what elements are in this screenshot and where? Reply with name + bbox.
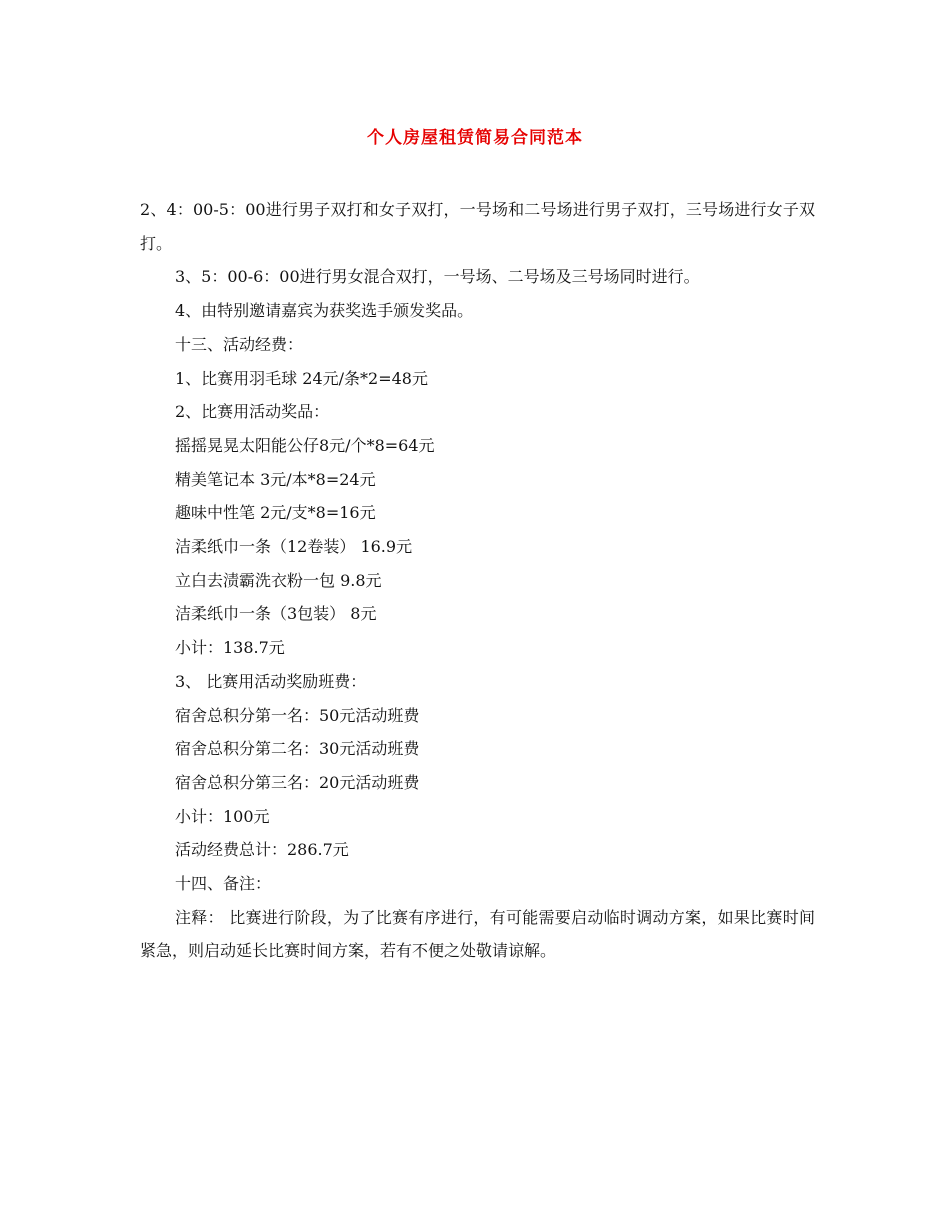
paragraph-schedule-doubles: 2、4：00-5：00进行男子双打和女子双打，一号场和二号场进行男子双打，三号场进行女子双打。 (140, 200, 815, 253)
paragraph-awards: 4、由特别邀请嘉宾为获奖选手颁发奖品。 (175, 301, 474, 321)
budget-heading-prizes: 2、比赛用活动奖品： (175, 402, 330, 422)
section-heading-notes: 十四、备注： (175, 874, 272, 894)
prize-item: 趣味中性笔 2元/支*8=16元 (175, 503, 376, 523)
budget-item-shuttlecock: 1、比赛用羽毛球 24元/条*2=48元 (175, 368, 428, 388)
budget-heading-class-funds: 3、 比赛用活动奖励班费： (175, 671, 367, 691)
prize-item: 摇摇晃晃太阳能公仔8元/个*8=64元 (175, 435, 435, 455)
subtotal-prizes: 小计：138.7元 (175, 638, 285, 658)
class-fund-item: 宿舍总积分第三名：20元活动班费 (175, 772, 420, 792)
document-body (140, 193, 815, 968)
class-fund-item: 宿舍总积分第一名：50元活动班费 (175, 705, 420, 725)
prize-item: 洁柔纸巾一条（12卷装） 16.9元 (175, 537, 413, 557)
prize-item: 立白去渍霸洗衣粉一包 9.8元 (175, 570, 382, 590)
document-title: 个人房屋租赁简易合同范本 (367, 128, 583, 148)
section-heading-budget: 十三、活动经费： (175, 334, 304, 354)
paragraph-schedule-mixed: 3、5：00-6：00进行男女混合双打，一号场、二号场及三号场同时进行。 (175, 267, 700, 287)
budget-total: 活动经费总计：286.7元 (175, 840, 349, 860)
prize-item: 精美笔记本 3元/本*8=24元 (175, 469, 376, 489)
class-fund-item: 宿舍总积分第二名：30元活动班费 (175, 739, 420, 759)
prize-item: 洁柔纸巾一条（3包装） 8元 (175, 604, 377, 624)
subtotal-class-funds: 小计：100元 (175, 806, 270, 826)
paragraph-note: 注释： 比赛进行阶段，为了比赛有序进行，有可能需要启动临时调动方案，如果比赛时间紧急，则启动延长比赛时间方案，若有不便之处敬请谅解。 (140, 907, 815, 961)
